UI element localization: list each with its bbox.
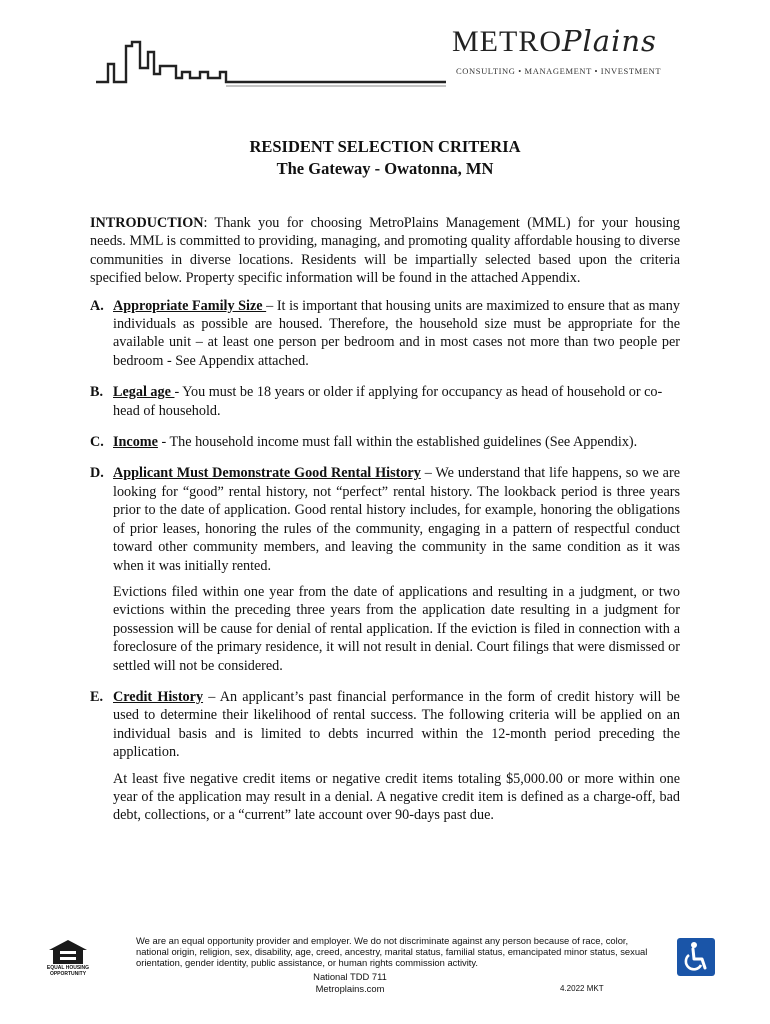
tdd-number: National TDD 711 <box>313 971 387 982</box>
section-text: – We understand that life happens, so we are looking for “good” rental history, not “perfect” rental history. The lookback period is three years prior to the date of application. Good rental history includes, for example, honoring the obligations of prior leases, honoring the rules of the community, engaging in a pattern of respectful conduct toward other community members, and leaving the community in the same condition as it was when it was initially rented. <box>113 465 680 574</box>
equal-housing-label: EQUAL HOUSING OPPORTUNITY <box>46 965 90 977</box>
title-line-2: The Gateway - Owatonna, MN <box>276 159 494 178</box>
section-paragraph: Evictions filed within one year from the date of applications and resulting in a judgment, or two evictions within the preceding three years from the application date resulting in a judgment for possession will be cause for denial of rental application. If the eviction is filed in connection with a foreclosure of the primary residence, it will not result in denial. Court filings that were dismissed or settled will not be considered. <box>113 583 680 674</box>
section-letter: C. <box>90 434 104 451</box>
section-heading: Income <box>113 434 158 451</box>
section-heading: Appropriate Family Size <box>113 297 267 314</box>
section-text: - You must be 18 years or older if applying for occupancy as head of household or co-head of household. <box>113 384 663 419</box>
brand-name: METROPlains <box>452 24 657 58</box>
section-letter: B. <box>90 384 104 401</box>
section-letter: D. <box>90 465 104 482</box>
section-heading: Legal age <box>113 384 175 401</box>
section-paragraph: At least five negative credit items or negative credit items totaling $5,000.00 or more within one year of the application may result in a denial. A negative credit item is defined as a charge-off, bad debt, collections, or a “current” late account over 90-days past due. <box>113 770 680 824</box>
letterhead <box>0 0 770 100</box>
section-b <box>90 383 680 420</box>
section-heading: Credit History <box>113 688 204 705</box>
document-title <box>0 136 770 180</box>
website-link[interactable]: Metroplains.com <box>315 983 385 994</box>
section-e <box>90 688 680 825</box>
introduction-text: : Thank you for choosing MetroPlains Management (MML) for your housing needs. MML is committed to providing, managing, and promoting quality affordable housing to diverse communities in diverse locations. Residents will be impartially selected based upon the criteria specified below. Property specific information will be found in the attached Appendix. <box>90 215 680 287</box>
section-letter: A. <box>90 297 104 314</box>
section-text: - The household income must fall within the established guidelines (See Appendix). <box>157 434 638 451</box>
equal-housing-icon <box>47 938 89 966</box>
section-text: – It is important that housing units are maximized to ensure that as many individuals as possible are housed. Therefore, the household size must be appropriate for the available unit – at least one person per bedroom and in most cases not more than two people per bedroom - See Appendix attached. <box>113 297 680 369</box>
section-text: – An applicant’s past financial performance in the form of credit history will be used to determine their likelihood of rental success. The following criteria will be applied on an individual basis and is limited to debts incurred within the 12-month period preceding the application. <box>113 688 680 761</box>
brand-tagline: CONSULTING • MANAGEMENT • INVESTMENT <box>456 66 662 76</box>
nondiscrimination-statement: We are an equal opportunity provider and employer. We do not discriminate against any person because of race, color, national origin, religion, sex, disability, age, creed, ancestry, marital status, familial status, emancipated minor status, sexual orientation, gender identity, public assistance, or human rights commission activity. <box>136 935 648 969</box>
wheelchair-accessibility-icon <box>677 938 715 976</box>
skyline-logo-icon <box>96 38 446 98</box>
section-letter: E. <box>90 688 104 705</box>
revision-date: 4.2022 MKT <box>560 984 604 993</box>
section-heading: Applicant Must Demonstrate Good Rental History <box>113 465 421 482</box>
introduction-label: INTRODUCTION <box>90 215 204 231</box>
section-c <box>90 433 680 451</box>
title-line-1: RESIDENT SELECTION CRITERIA <box>249 137 521 156</box>
section-a <box>90 297 680 371</box>
section-d <box>90 464 680 674</box>
document-body <box>90 214 680 838</box>
introduction <box>90 214 680 288</box>
